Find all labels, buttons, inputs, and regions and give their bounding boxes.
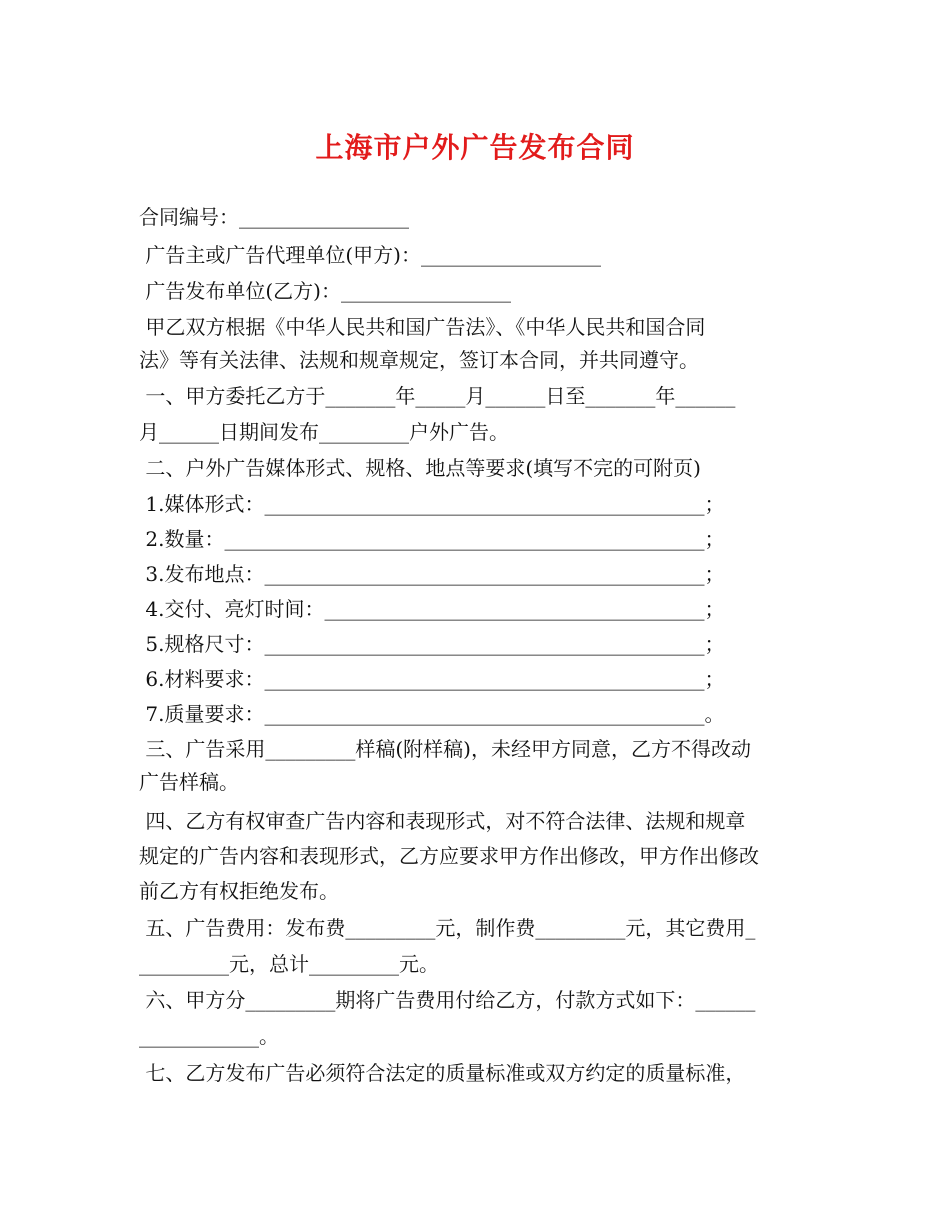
contract-line: 七、乙方发布广告必须符合法定的质量标准或双方约定的质量标准，: [139, 1061, 746, 1085]
contract-line: 6.材料要求：____________________________________________；: [139, 667, 725, 691]
contract-line: _________元，总计_________元。: [139, 952, 439, 976]
contract-line: 2.数量：________________________________________________；: [139, 527, 725, 551]
contract-line: 三、广告采用_________样稿(附样稿)，未经甲方同意，乙方不得改动: [139, 737, 751, 761]
contract-line: 法》等有关法律、法规和规章规定，签订本合同，并共同遵守。: [139, 348, 699, 372]
contract-line: 四、乙方有权审查广告内容和表现形式，对不符合法律、法规和规章: [139, 809, 746, 833]
document-title: 上海市户外广告发布合同: [315, 131, 635, 164]
contract-line: 5.规格尺寸：____________________________________________；: [139, 632, 725, 656]
contract-line: 4.交付、亮灯时间：______________________________________；: [139, 597, 725, 621]
contract-line: 六、甲方分_________期将广告费用付给乙方，付款方式如下：______: [139, 988, 756, 1012]
contract-line: 二、户外广告媒体形式、规格、地点等要求(填写不完的可附页): [139, 456, 701, 480]
contract-line: ____________。: [139, 1024, 279, 1048]
contract-line: 甲乙双方根据《中华人民共和国广告法》、《中华人民共和国合同: [139, 315, 706, 339]
contract-line: 前乙方有权拒绝发布。: [139, 879, 339, 903]
contract-line: 广告样稿。: [139, 770, 239, 794]
contract-line: 7.质量要求：____________________________________________。: [139, 702, 725, 726]
contract-line: 合同编号：_________________: [139, 205, 409, 229]
contract-line: 3.发布地点：____________________________________________；: [139, 562, 725, 586]
contract-line: 1.媒体形式：____________________________________________；: [139, 492, 725, 516]
contract-line: 一、甲方委托乙方于_______年_____月______日至_______年______: [139, 384, 736, 408]
contract-line: 月______日期间发布_________户外广告。: [139, 420, 509, 444]
contract-line: 规定的广告内容和表现形式，乙方应要求甲方作出修改，甲方作出修改: [139, 844, 759, 868]
contract-line: 广告发布单位(乙方)：_________________: [139, 279, 511, 303]
contract-line: 五、广告费用：发布费_________元，制作费_________元，其它费用_: [139, 916, 756, 940]
contract-line: 广告主或广告代理单位(甲方)：__________________: [139, 243, 601, 267]
